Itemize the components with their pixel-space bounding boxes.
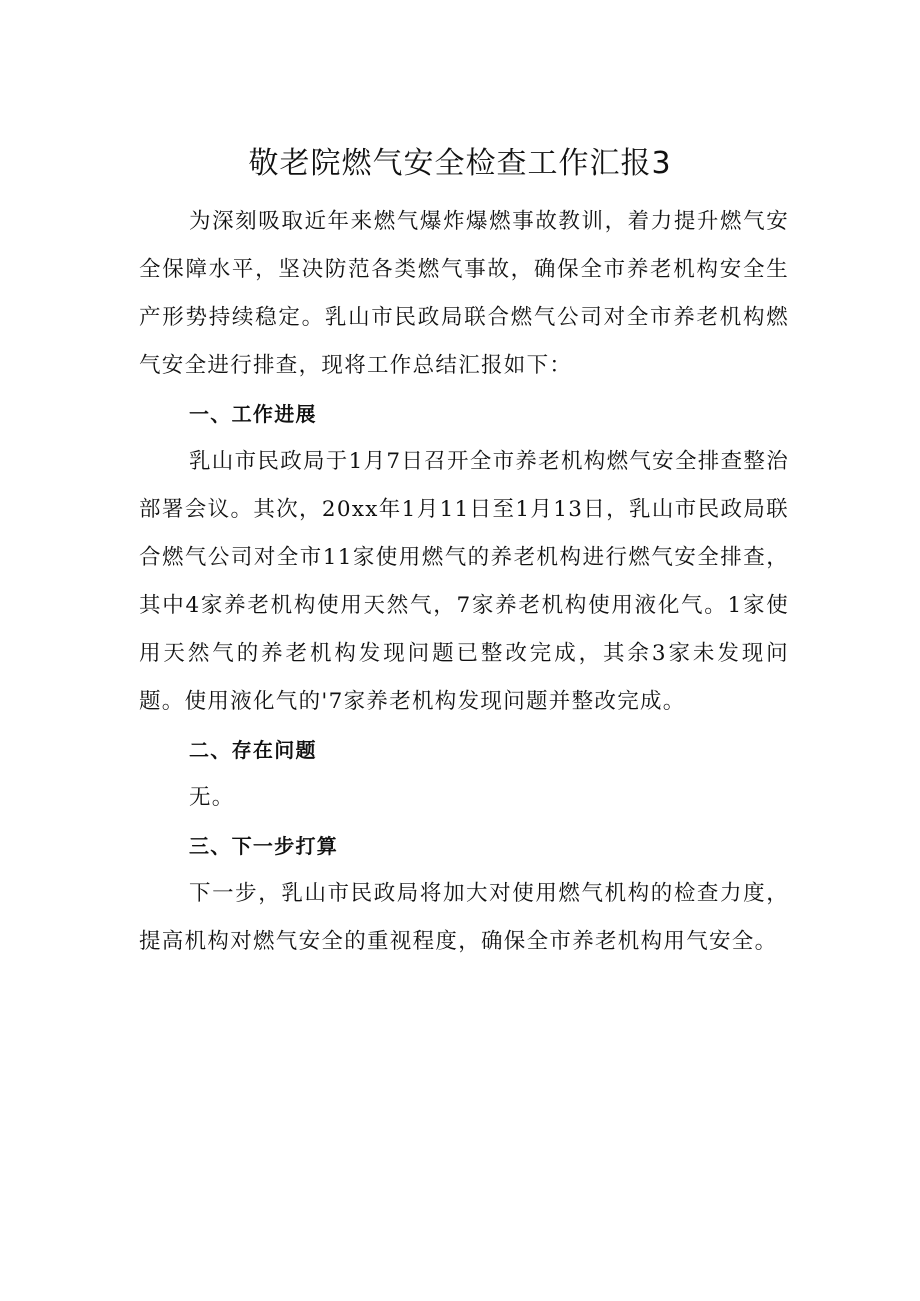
document-title: 敬老院燃气安全检查工作汇报3 xyxy=(248,146,672,181)
progress-paragraph: 乳山市民政局于1月7日召开全市养老机构燃气安全排查整治部署会议。其次，20xx年1月11日至1月13日，乳山市民政局联合燃气公司对全市11家使用燃气的养老机构进行燃气安全排查，其中4家养老机构使用天然气，7家养老机构使用液化气。1家使用天然气的养老机构发现问题已整改完成，其余3家未发现问题。使用液化气的'7家养老机构发现问题并整改完成。 xyxy=(139,449,789,714)
section-heading-issues: 二、存在问题 xyxy=(189,738,317,762)
document-body xyxy=(139,198,789,966)
intro-paragraph: 为深刻吸取近年来燃气爆炸爆燃事故教训，着力提升燃气安全保障水平，坚决防范各类燃气事故，确保全市养老机构安全生产形势持续稳定。乳山市民政局联合燃气公司对全市养老机构燃气安全进行排查，现将工作总结汇报如下： xyxy=(139,209,789,378)
issues-paragraph: 无。 xyxy=(189,785,235,810)
next-steps-paragraph: 下一步，乳山市民政局将加大对使用燃气机构的检查力度，提高机构对燃气安全的重视程度，确保全市养老机构用气安全。 xyxy=(139,881,789,954)
section-heading-next-steps: 三、下一步打算 xyxy=(189,834,339,858)
section-heading-progress: 一、工作进展 xyxy=(189,402,317,426)
